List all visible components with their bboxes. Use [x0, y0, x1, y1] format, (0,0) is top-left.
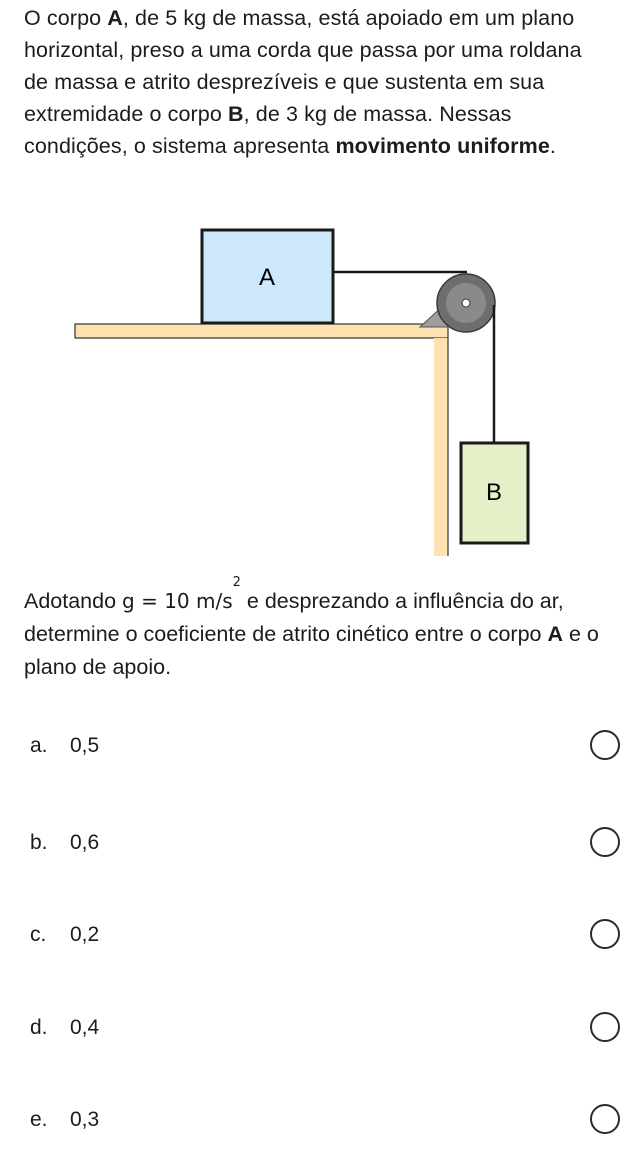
option-value: 0,5 — [70, 734, 100, 757]
option-d[interactable] — [0, 1000, 621, 1060]
gravity-formula — [122, 575, 241, 613]
prompt-bold-a: A — [547, 622, 563, 646]
formula-exponent: 2 — [232, 575, 241, 590]
option-letter: a. — [30, 734, 48, 757]
prompt-part: Adotando — [24, 589, 123, 613]
radio-button[interactable] — [590, 1104, 620, 1134]
option-c[interactable] — [0, 907, 621, 967]
table-surface — [75, 324, 448, 338]
question-bold-a: A — [107, 6, 123, 30]
option-value: 0,3 — [70, 1108, 100, 1131]
radio-button[interactable] — [590, 1012, 620, 1042]
option-a[interactable] — [0, 718, 621, 778]
option-letter: b. — [30, 831, 48, 854]
prompt-part: e desprezando a influência do ar, determine o coeficiente de atrito cinético entre o corpo — [24, 589, 564, 646]
option-value: 0,4 — [70, 1016, 100, 1039]
radio-button[interactable] — [590, 730, 620, 760]
question-part: . — [549, 134, 556, 158]
option-b[interactable] — [0, 815, 621, 875]
block-a-label: A — [258, 264, 276, 291]
option-letter: d. — [30, 1016, 48, 1039]
physics-diagram — [0, 0, 621, 570]
option-value: 0,6 — [70, 831, 100, 854]
question-part: , de 5 kg de massa, está apoiado em um plano horizontal, preso a uma corda que passa por uma roldana de massa e atrito desprezíveis e que sustenta em sua extremidade o corpo — [24, 6, 582, 126]
option-letter: c. — [30, 923, 47, 946]
question-part: O corpo — [24, 6, 108, 30]
radio-button[interactable] — [590, 919, 620, 949]
option-value: 0,2 — [70, 923, 100, 946]
option-e[interactable] — [0, 1092, 621, 1152]
question-part: , de 3 kg de massa. Nessas condições, o sistema apresenta — [24, 102, 512, 158]
prompt-part: e o plano de apoio. — [24, 622, 599, 679]
table-leg — [434, 338, 448, 556]
question-bold-b: B — [227, 102, 244, 126]
option-letter: e. — [30, 1108, 48, 1131]
prompt-text — [24, 575, 604, 684]
radio-button[interactable] — [590, 827, 620, 857]
question-bold-uniform: movimento uniforme — [335, 134, 550, 158]
block-b-label: B — [485, 479, 503, 506]
formula-main: g = 10 m/s — [122, 589, 233, 613]
